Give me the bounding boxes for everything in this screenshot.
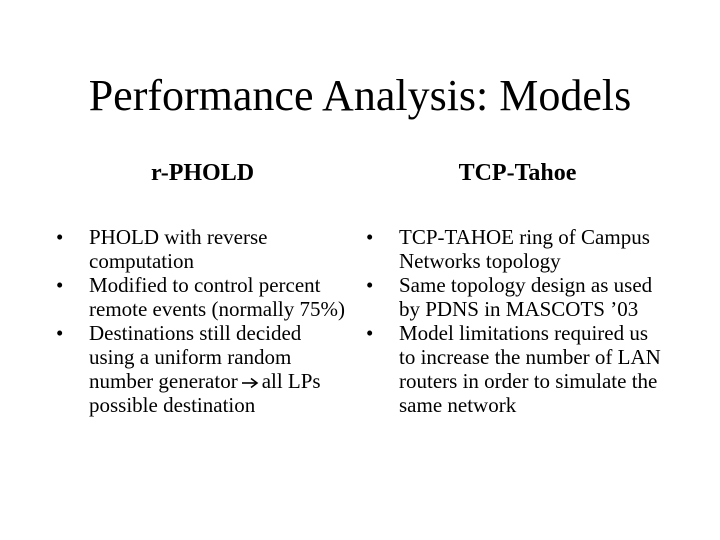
slide-title: Performance Analysis: Models — [88, 71, 632, 120]
bullet-item — [366, 225, 666, 273]
bullet-item — [56, 321, 346, 417]
bullet-text: Same topology design as used by PDNS in MASCOTS ’03 — [399, 273, 653, 321]
bullet-text-after-arrow: all LPs possible destination — [89, 369, 321, 417]
r-phold-bullet-list — [56, 225, 346, 417]
tcp-tahoe-bullet-list — [366, 225, 666, 417]
bullet-dot-icon: • — [366, 273, 374, 297]
column-heading-tcp-tahoe: TCP-Tahoe — [458, 160, 577, 186]
bullet-dot-icon: • — [56, 321, 64, 345]
bullet-item — [366, 273, 666, 321]
bullet-text: PHOLD with reverse computation — [89, 225, 268, 273]
bullet-text: TCP-TAHOE ring of Campus Networks topology — [399, 225, 650, 273]
bullet-item — [56, 225, 346, 273]
bullet-dot-icon: • — [366, 225, 374, 249]
column-heading-r-phold: r-PHOLD — [150, 160, 255, 186]
bullet-dot-icon: • — [56, 225, 64, 249]
bullet-text-before-arrow: Destinations still decided using a uniform random number generator — [89, 321, 302, 393]
bullet-text: Model limitations required us to increase the number of LAN routers in order to simulate the same network — [399, 321, 661, 417]
bullet-text: Modified to control percent remote events (normally 75%) — [89, 273, 345, 321]
bullet-item — [56, 273, 346, 321]
right-arrow-icon — [241, 377, 259, 389]
bullet-item — [366, 321, 666, 417]
bullet-dot-icon: • — [366, 321, 374, 345]
bullet-dot-icon: • — [56, 273, 64, 297]
